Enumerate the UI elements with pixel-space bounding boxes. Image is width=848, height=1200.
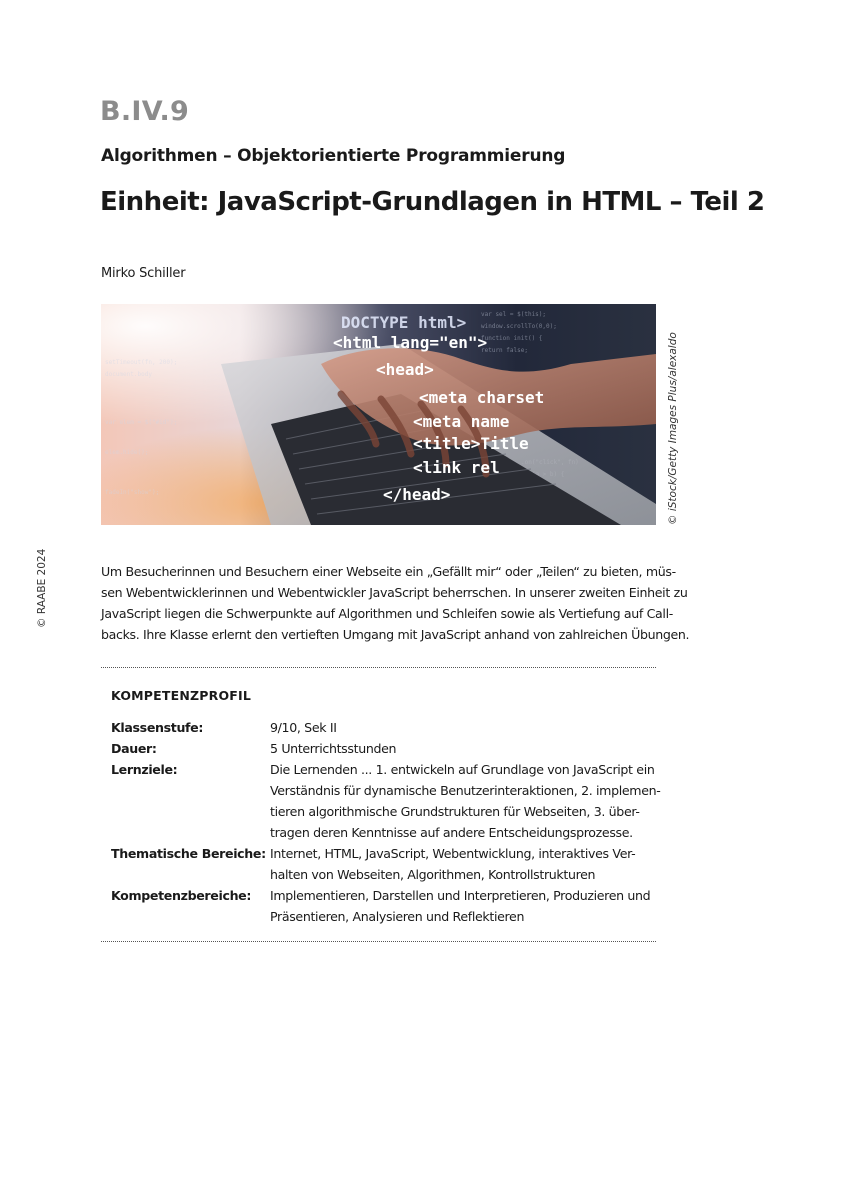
profile-value-line: Internet, HTML, JavaScript, Webentwicklung, interaktives Ver-	[270, 846, 636, 861]
code-line: <title>Title	[413, 434, 529, 453]
svg-text:return false;: return false;	[481, 347, 528, 354]
code-line: </head>	[383, 485, 451, 504]
profile-value	[270, 717, 660, 738]
author-name: Mirko Schiller	[101, 266, 186, 281]
code-line: <meta name	[413, 412, 510, 431]
svg-text:function init() {: function init() {	[481, 335, 543, 342]
profile-value-line: halten von Webseiten, Algorithmen, Kontrollstrukturen	[270, 867, 596, 882]
photo-credit: © iStock/Getty Images Plus/alexaldo	[667, 332, 679, 525]
code-line: <meta charset	[419, 388, 545, 407]
profile-label: Kompetenzbereiche:	[111, 888, 252, 903]
intro-line: Um Besucherinnen und Besuchern einer Webseite ein „Gefällt mir“ oder „Teilen“ zu bieten, müs-	[101, 564, 676, 579]
svg-text:elem.hide();: elem.hide();	[105, 449, 149, 456]
profile-value-line: 5 Unterrichtsstunden	[270, 741, 397, 756]
cover-photo-illustration	[101, 304, 656, 525]
profile-value-line: 9/10, Sek II	[270, 720, 337, 735]
section-code: B.IV.9	[100, 96, 190, 127]
profile-value	[270, 759, 660, 843]
code-line: <head>	[376, 360, 434, 379]
intro-line: sen Webentwicklerinnen und Webentwickler JavaScript beherrschen. In unserer zweiten Einheit zu	[101, 585, 688, 600]
intro-line: JavaScript liegen die Schwerpunkte auf Algorithmen und Schleifen sowie als Vertiefung auf Call-	[101, 606, 673, 621]
profile-value	[270, 885, 660, 927]
profile-value	[270, 843, 660, 885]
intro-paragraph	[101, 561, 690, 645]
profile-heading: KOMPETENZPROFIL	[111, 688, 252, 703]
cover-photo	[101, 304, 656, 525]
profile-label: Dauer:	[111, 741, 157, 756]
svg-text:window.scrollTo(0,0);: window.scrollTo(0,0);	[481, 323, 557, 330]
profile-label: Klassenstufe:	[111, 720, 204, 735]
profile-value-line: Präsentieren, Analysieren und Reflektieren	[270, 909, 525, 924]
code-line: <link rel	[413, 458, 500, 477]
profile-label: Lernziele:	[111, 762, 178, 777]
code-line: <html lang="en">	[333, 333, 488, 352]
svg-text:document.body: document.body	[105, 371, 152, 378]
svg-text:var sel = $(this);: var sel = $(this);	[481, 311, 547, 318]
svg-text:setTimeout(fn, 200);: setTimeout(fn, 200);	[105, 359, 178, 366]
profile-value-line: Implementieren, Darstellen und Interpretieren, Produzieren und	[270, 888, 651, 903]
profile-value-line: Die Lernenden ... 1. entwickeln auf Grundlage von JavaScript ein	[270, 762, 655, 777]
profile-divider-top	[101, 667, 656, 668]
unit-title: Einheit: JavaScript-Grundlagen in HTML – Teil 2	[100, 187, 765, 217]
series-title: Algorithmen – Objektorientierte Programmierung	[101, 146, 566, 166]
intro-line: backs. Ihre Klasse erlernt den vertieften Umgang mit JavaScript anhand von zahlreichen Übungen.	[101, 627, 690, 642]
profile-value-line: Verständnis für dynamische Benutzerinteraktionen, 2. implemen-	[270, 783, 661, 798]
copyright-notice: © RAABE 2024	[36, 548, 48, 628]
svg-text:var elem = $("#id");: var elem = $("#id");	[105, 419, 178, 426]
profile-label: Thematische Bereiche:	[111, 846, 266, 861]
profile-divider-bottom	[101, 941, 656, 942]
profile-value-line: tieren algorithmische Grundstrukturen für Webseiten, 3. über-	[270, 804, 640, 819]
svg-text:fadeIn("show");: fadeIn("show");	[105, 489, 160, 496]
profile-value	[270, 738, 660, 759]
code-line: DOCTYPE html>	[341, 313, 467, 332]
profile-value-line: tragen deren Kenntnisse auf andere Entscheidungsprozesse.	[270, 825, 633, 840]
